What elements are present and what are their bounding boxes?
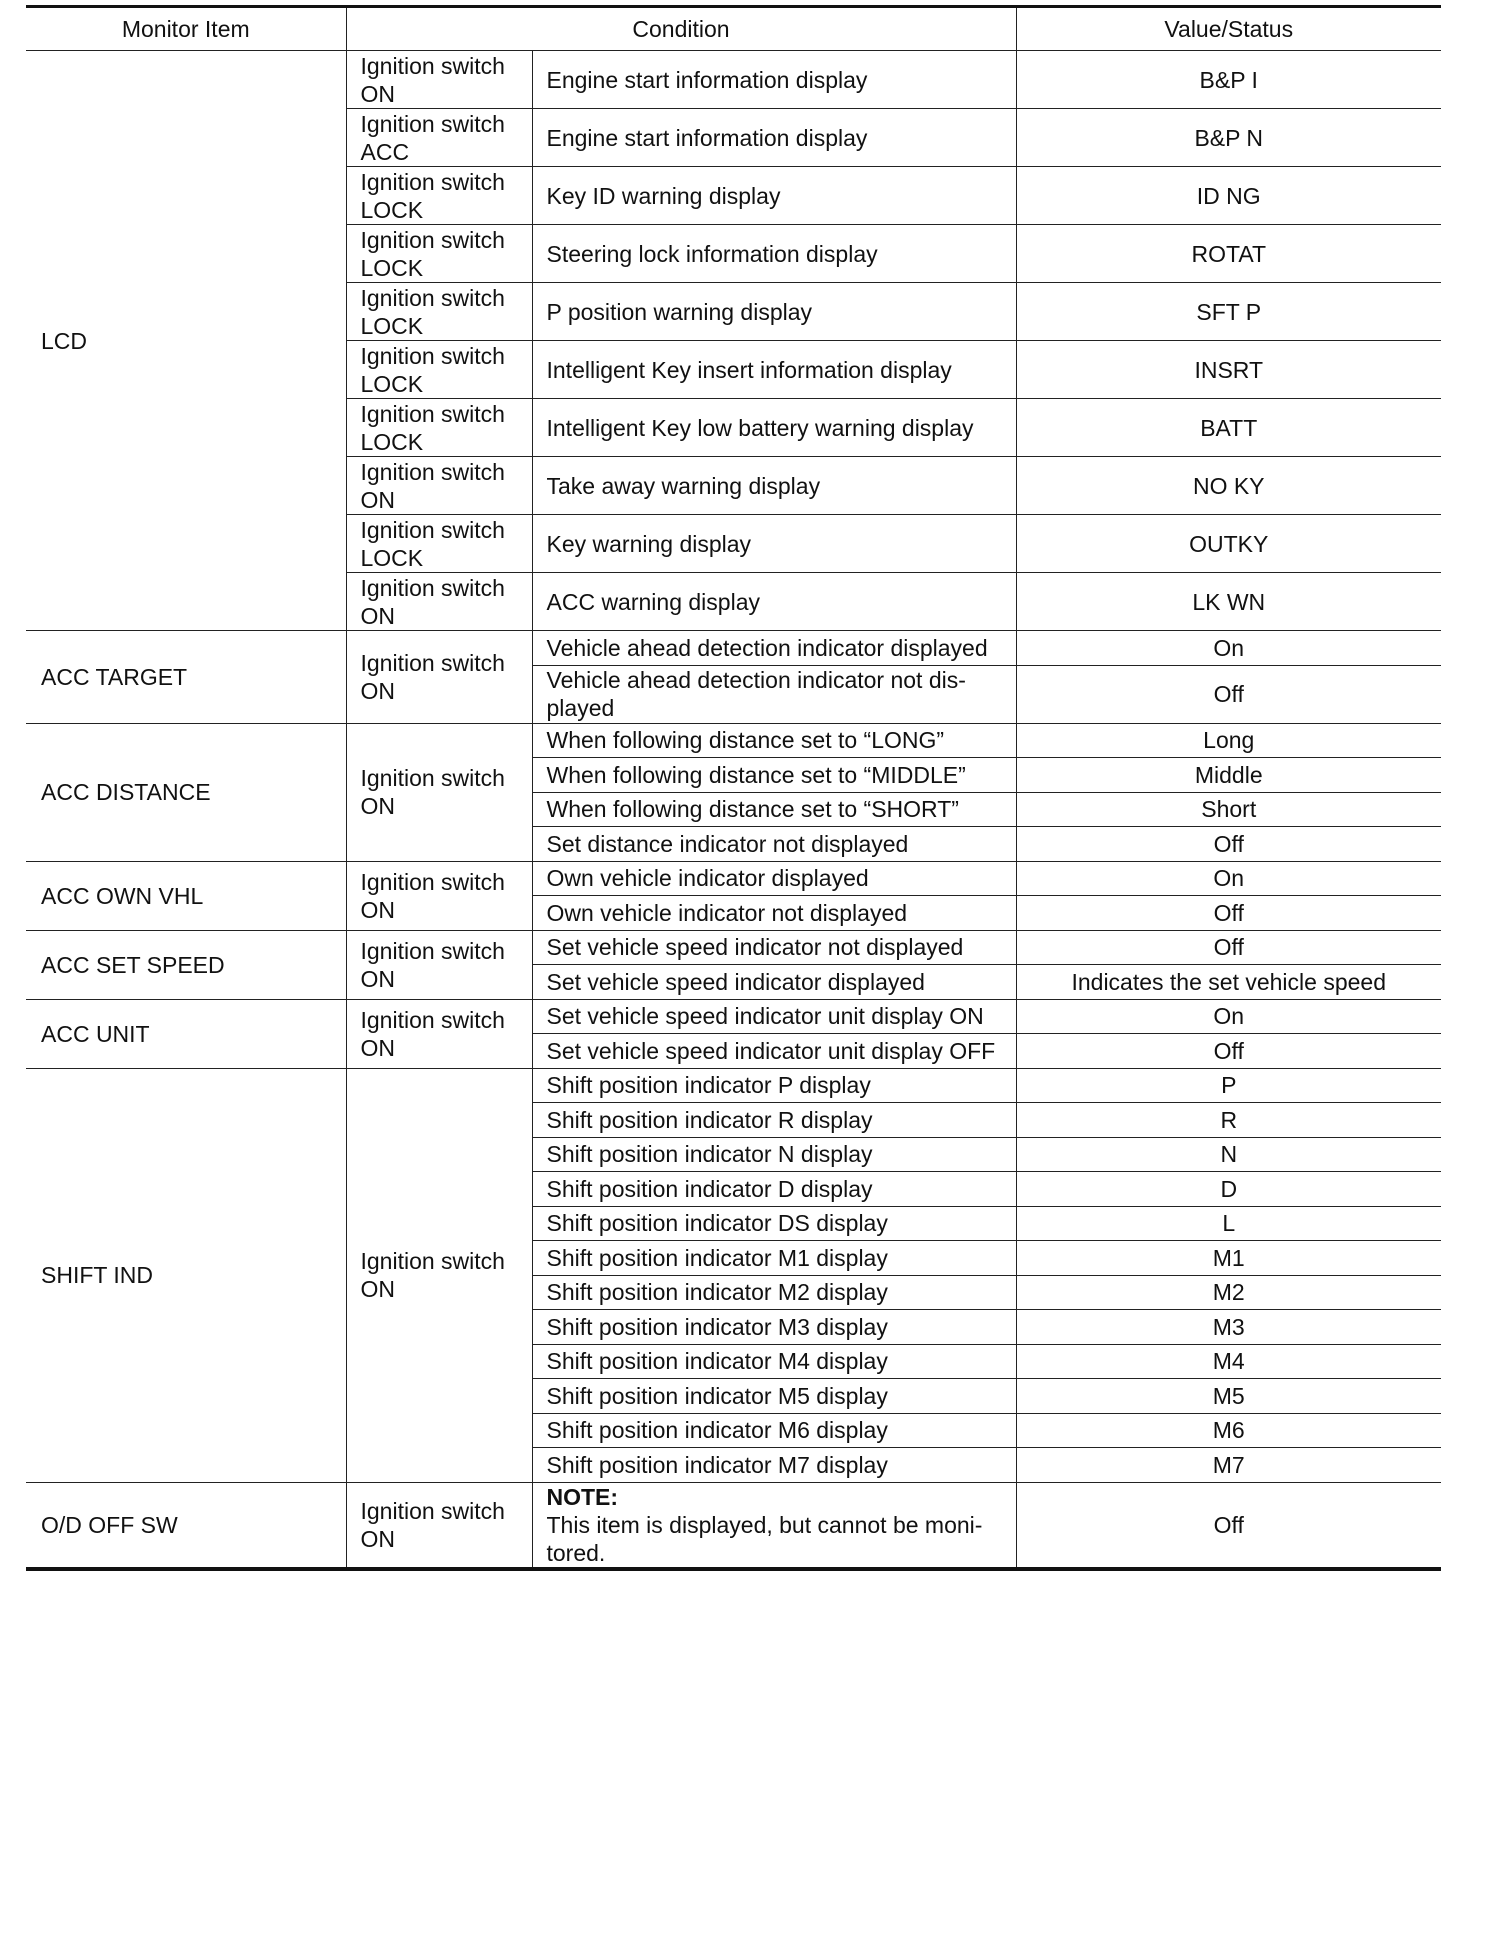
condition-cell: Set vehicle speed indicator unit display OFF xyxy=(532,1034,1016,1069)
table-row xyxy=(26,723,1441,758)
value-cell: INSRT xyxy=(1016,341,1441,399)
value-cell: OUTKY xyxy=(1016,515,1441,573)
value-cell: M6 xyxy=(1016,1413,1441,1448)
ignition-switch-cell: Ignition switch LOCK xyxy=(346,515,532,573)
monitor-item-od-off-sw: O/D OFF SW xyxy=(26,1482,346,1569)
value-cell: Off xyxy=(1016,1482,1441,1569)
condition-cell: ACC warning display xyxy=(532,573,1016,631)
ignition-switch-cell: Ignition switch ON xyxy=(346,723,532,861)
condition-cell: When following distance set to “MIDDLE” xyxy=(532,758,1016,793)
ignition-switch-cell: Ignition switch ON xyxy=(346,631,532,724)
monitor-table-container xyxy=(26,5,1441,1571)
condition-cell: Set vehicle speed indicator displayed xyxy=(532,965,1016,1000)
monitor-item-acc-own-vhl: ACC OWN VHL xyxy=(26,861,346,930)
condition-cell: Shift position indicator M6 display xyxy=(532,1413,1016,1448)
condition-cell: Shift position indicator M2 display xyxy=(532,1275,1016,1310)
condition-cell: Shift position indicator DS display xyxy=(532,1206,1016,1241)
table-row xyxy=(26,1068,1441,1103)
condition-cell: Key ID warning display xyxy=(532,167,1016,225)
ignition-switch-cell: Ignition switch ON xyxy=(346,930,532,999)
value-cell: NO KY xyxy=(1016,457,1441,515)
value-cell: Short xyxy=(1016,792,1441,827)
value-cell: Off xyxy=(1016,665,1441,723)
table-header-row xyxy=(26,7,1441,51)
condition-cell: P position warning display xyxy=(532,283,1016,341)
condition-cell: Intelligent Key low battery warning display xyxy=(532,399,1016,457)
condition-cell: Shift position indicator M7 display xyxy=(532,1448,1016,1483)
value-cell: Off xyxy=(1016,1034,1441,1069)
ignition-switch-cell: Ignition switch ACC xyxy=(346,109,532,167)
value-cell: R xyxy=(1016,1103,1441,1138)
table-row xyxy=(26,930,1441,965)
value-cell: P xyxy=(1016,1068,1441,1103)
condition-cell: Set distance indicator not displayed xyxy=(532,827,1016,862)
table-row xyxy=(26,51,1441,109)
monitor-item-acc-unit: ACC UNIT xyxy=(26,999,346,1068)
condition-cell: Engine start information display xyxy=(532,51,1016,109)
condition-cell: Own vehicle indicator not displayed xyxy=(532,896,1016,931)
table-row xyxy=(26,861,1441,896)
value-cell: On xyxy=(1016,631,1441,666)
note-text: This item is displayed, but cannot be moni-tored. xyxy=(546,1511,983,1566)
value-cell: M4 xyxy=(1016,1344,1441,1379)
ignition-switch-cell: Ignition switch ON xyxy=(346,999,532,1068)
value-cell: On xyxy=(1016,999,1441,1034)
monitor-item-acc-target: ACC TARGET xyxy=(26,631,346,724)
condition-cell: Shift position indicator M4 display xyxy=(532,1344,1016,1379)
table-row xyxy=(26,631,1441,666)
condition-cell: Shift position indicator D display xyxy=(532,1172,1016,1207)
condition-cell: Key warning display xyxy=(532,515,1016,573)
value-cell: ROTAT xyxy=(1016,225,1441,283)
value-cell: M5 xyxy=(1016,1379,1441,1414)
condition-cell: Shift position indicator N display xyxy=(532,1137,1016,1172)
monitor-item-shift-ind: SHIFT IND xyxy=(26,1068,346,1482)
condition-cell: Intelligent Key insert information display xyxy=(532,341,1016,399)
table-row xyxy=(26,1482,1441,1569)
condition-cell: Shift position indicator P display xyxy=(532,1068,1016,1103)
monitor-item-acc-set-speed: ACC SET SPEED xyxy=(26,930,346,999)
condition-cell: Shift position indicator M1 display xyxy=(532,1241,1016,1276)
value-cell: Middle xyxy=(1016,758,1441,793)
ignition-switch-cell: Ignition switch ON xyxy=(346,1068,532,1482)
condition-cell: Set vehicle speed indicator unit display ON xyxy=(532,999,1016,1034)
value-cell: M1 xyxy=(1016,1241,1441,1276)
value-cell: D xyxy=(1016,1172,1441,1207)
value-cell: SFT P xyxy=(1016,283,1441,341)
ignition-switch-cell: Ignition switch ON xyxy=(346,1482,532,1569)
value-cell: B&P I xyxy=(1016,51,1441,109)
ignition-switch-cell: Ignition switch LOCK xyxy=(346,167,532,225)
condition-cell: Shift position indicator R display xyxy=(532,1103,1016,1138)
condition-cell: When following distance set to “SHORT” xyxy=(532,792,1016,827)
value-cell: M2 xyxy=(1016,1275,1441,1310)
value-cell: BATT xyxy=(1016,399,1441,457)
ignition-switch-cell: Ignition switch LOCK xyxy=(346,399,532,457)
condition-cell: Vehicle ahead detection indicator not dis-played xyxy=(532,665,1016,723)
value-cell: LK WN xyxy=(1016,573,1441,631)
table-body xyxy=(26,51,1441,1569)
table-row xyxy=(26,999,1441,1034)
value-cell: Indicates the set vehicle speed xyxy=(1016,965,1441,1000)
header-condition: Condition xyxy=(346,7,1016,51)
condition-cell: Shift position indicator M3 display xyxy=(532,1310,1016,1345)
condition-cell: When following distance set to “LONG” xyxy=(532,723,1016,758)
value-cell: ID NG xyxy=(1016,167,1441,225)
header-value-status: Value/Status xyxy=(1016,7,1441,51)
condition-cell: Own vehicle indicator displayed xyxy=(532,861,1016,896)
value-cell: On xyxy=(1016,861,1441,896)
monitor-item-table xyxy=(26,5,1441,1571)
value-cell: L xyxy=(1016,1206,1441,1241)
value-cell: B&P N xyxy=(1016,109,1441,167)
value-cell: M7 xyxy=(1016,1448,1441,1483)
value-cell: Long xyxy=(1016,723,1441,758)
header-monitor-item: Monitor Item xyxy=(26,7,346,51)
value-cell: Off xyxy=(1016,930,1441,965)
condition-cell: Set vehicle speed indicator not displayed xyxy=(532,930,1016,965)
monitor-item-lcd: LCD xyxy=(26,51,346,631)
ignition-switch-cell: Ignition switch LOCK xyxy=(346,225,532,283)
ignition-switch-cell: Ignition switch LOCK xyxy=(346,283,532,341)
value-cell: N xyxy=(1016,1137,1441,1172)
condition-cell: Take away warning display xyxy=(532,457,1016,515)
ignition-switch-cell: Ignition switch LOCK xyxy=(346,341,532,399)
value-cell: Off xyxy=(1016,827,1441,862)
ignition-switch-cell: Ignition switch ON xyxy=(346,861,532,930)
condition-cell: Shift position indicator M5 display xyxy=(532,1379,1016,1414)
ignition-switch-cell: Ignition switch ON xyxy=(346,457,532,515)
monitor-item-acc-distance: ACC DISTANCE xyxy=(26,723,346,861)
ignition-switch-cell: Ignition switch ON xyxy=(346,51,532,109)
ignition-switch-cell: Ignition switch ON xyxy=(346,573,532,631)
condition-cell: Steering lock information display xyxy=(532,225,1016,283)
condition-cell: Vehicle ahead detection indicator displayed xyxy=(532,631,1016,666)
note-cell xyxy=(532,1482,1016,1569)
value-cell: M3 xyxy=(1016,1310,1441,1345)
condition-cell: Engine start information display xyxy=(532,109,1016,167)
note-title: NOTE: xyxy=(546,1483,619,1510)
value-cell: Off xyxy=(1016,896,1441,931)
